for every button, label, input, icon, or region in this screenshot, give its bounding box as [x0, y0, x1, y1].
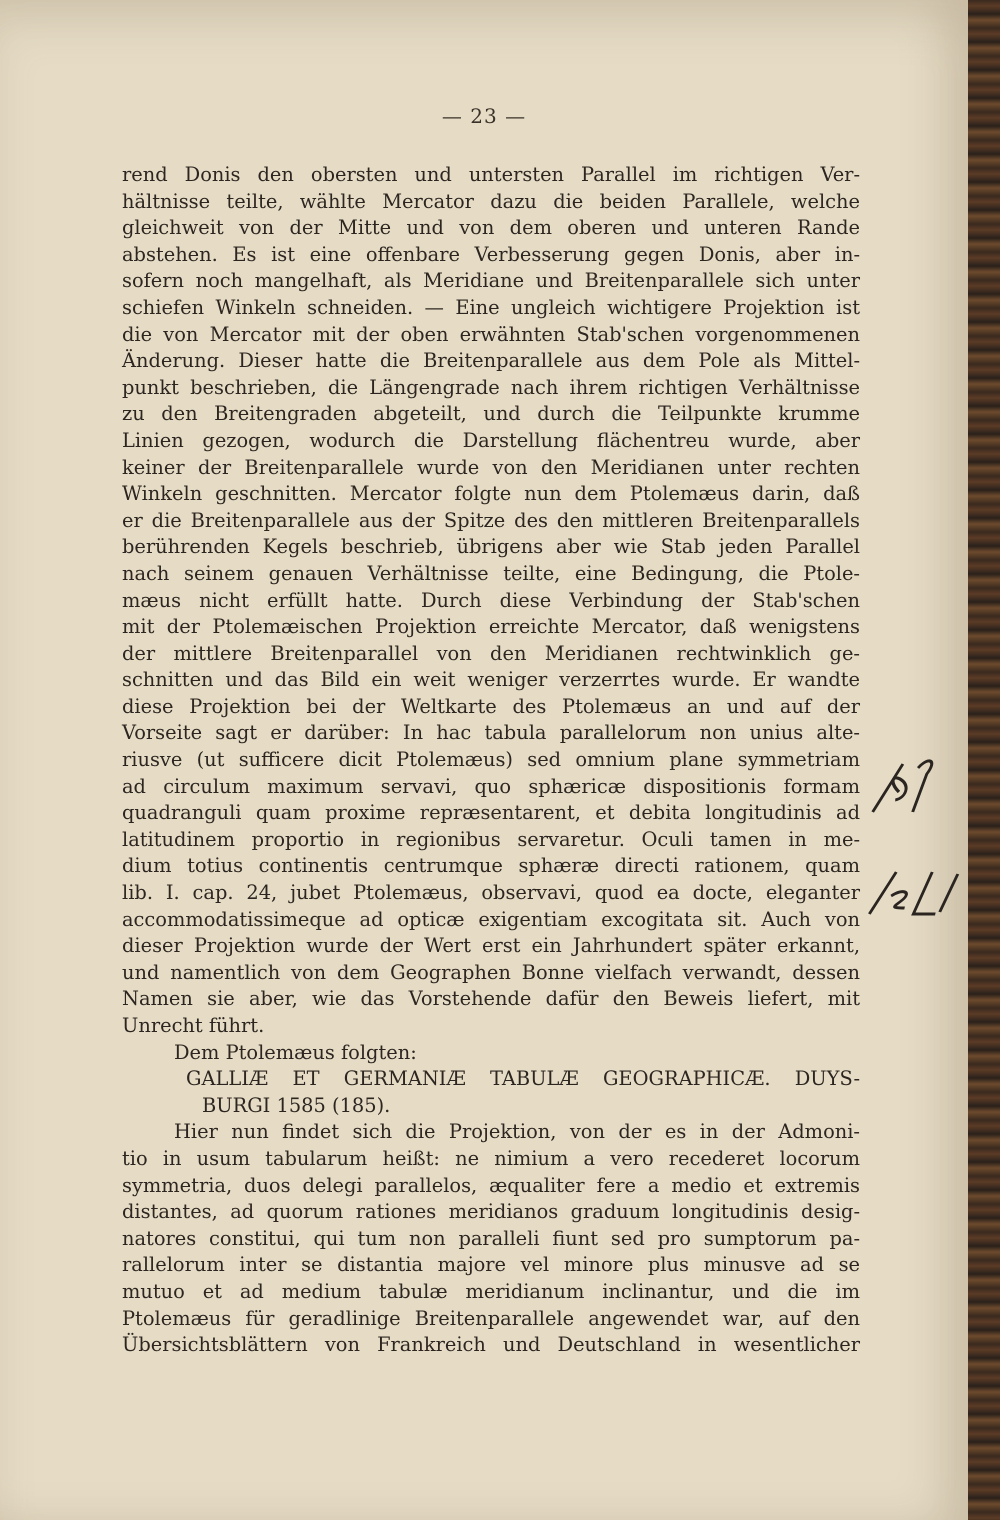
- text-line: schnitten und das Bild ein weit weniger verzerrtes wurde. Er wandte: [122, 668, 860, 692]
- text-line: ad circulum maximum servavi, quo sphæricæ dispositionis formam: [122, 774, 860, 798]
- text-line: Unrecht führt.: [122, 1014, 265, 1037]
- text-line: Vorseite sagt er darüber: In hac tabula parallelorum non unius alte-: [122, 721, 860, 745]
- text-line: lib. I. cap. 24, jubet Ptolemæus, observavi, quod ea docte, eleganter: [122, 881, 860, 905]
- text-line: Linien gezogen, wodurch die Darstellung flächentreu wurde, aber: [122, 428, 860, 452]
- text-line: riusve (ut sufficere dicit Ptolemæus) sed omnium plane symmetriam: [122, 748, 860, 772]
- section-intro: Dem Ptolemæus folgten:: [174, 1040, 417, 1064]
- text-line: hältnisse teilte, wählte Mercator dazu die beiden Parallele, welche: [122, 189, 860, 213]
- text-line: gleichweit von der Mitte und von dem oberen und unteren Rande: [122, 216, 860, 240]
- text-line: quadranguli quam proxime repræsentarent, et debita longitudinis ad: [122, 801, 860, 825]
- text-line: Änderung. Dieser hatte die Breitenparallele aus dem Pole als Mittel-: [122, 349, 860, 373]
- handwritten-mark: [862, 862, 985, 922]
- text-line: Hier nun findet sich die Projektion, von der es in der Admoni-: [174, 1120, 860, 1144]
- text-line: der mittlere Breitenparallel von den Meridianen rechtwinklich ge-: [122, 641, 860, 665]
- text-line: Winkeln geschnitten. Mercator folgte nun dem Ptolemæus darin, daß: [122, 482, 860, 506]
- text-line: accommodatissimeque ad opticæ exigentiam excogitata sit. Auch von: [122, 907, 860, 931]
- text-line: latitudinem proportio in regionibus servaretur. Oculi tamen in me-: [122, 827, 860, 851]
- text-line: keiner der Breitenparallele wurde von den Meridianen unter rechten: [122, 455, 860, 479]
- text-line: Ptolemæus für geradlinige Breitenparallele angewendet war, auf den: [122, 1306, 860, 1330]
- page-number: — 23 —: [441, 104, 527, 128]
- text-line: er die Breitenparallele aus der Spitze des den mittleren Breitenparallels: [122, 508, 860, 532]
- text-line: natores constitui, qui tum non paralleli fiunt sed pro sumptorum pa-: [122, 1226, 860, 1250]
- text-line: dieser Projektion wurde der Wert erst ein Jahrhundert später erkannt,: [122, 934, 860, 958]
- text-line: mutuo et ad medium tabulæ meridianum inclinantur, und die im: [122, 1279, 860, 1303]
- text-line: abstehen. Es ist eine offenbare Verbesserung gegen Donis, aber in-: [122, 242, 860, 266]
- map-title-line: BURGI 1585 (185).: [202, 1093, 391, 1117]
- text-line: diese Projektion bei der Weltkarte des Ptolemæus an und auf der: [122, 694, 860, 718]
- map-title-line: GALLIÆ ET GERMANIÆ TABULÆ GEOGRAPHICÆ. DUYS-: [186, 1067, 860, 1091]
- text-line: rallelorum inter se distantia majore vel minore plus minusve ad se: [122, 1253, 860, 1277]
- text-line: dium totius continentis centrumque sphæræ directi rationem, quam: [122, 854, 860, 878]
- text-line: rend Donis den obersten und untersten Parallel im richtigen Ver-: [122, 163, 860, 186]
- text-line: mit der Ptolemæischen Projektion erreichte Mercator, daß wenigstens: [122, 615, 860, 639]
- text-line: symmetria, duos delegi parallelos, æqualiter fere a medio et extremis: [122, 1173, 860, 1197]
- text-line: zu den Breitengraden abgeteilt, und durch die Teilpunkte krumme: [122, 402, 860, 426]
- text-line: sofern noch mangelhaft, als Meridiane und Breitenparallele sich unter: [122, 269, 860, 293]
- text-line: punkt beschrieben, die Längengrade nach ihrem richtigen Verhältnisse: [122, 375, 860, 399]
- handwritten-mark: [863, 752, 948, 822]
- text-line: berührenden Kegels beschrieb, übrigens aber wie Stab jeden Parallel: [122, 535, 860, 559]
- book-binding-edge: [968, 0, 1000, 1520]
- text-line: Übersichtsblättern von Frankreich und Deutschland in wesentlicher: [122, 1333, 860, 1357]
- text-line: die von Mercator mit der oben erwähnten Stab'schen vorgenommenen: [122, 322, 860, 346]
- text-line: Namen sie aber, wie das Vorstehende dafür den Beweis liefert, mit: [122, 987, 860, 1011]
- text-line: und namentlich von dem Geographen Bonne vielfach verwandt, dessen: [122, 960, 860, 984]
- text-line: nach seinem genauen Verhältnisse teilte, eine Bedingung, die Ptole-: [122, 561, 860, 585]
- text-line: schiefen Winkeln schneiden. — Eine ungleich wichtigere Projektion ist: [122, 295, 860, 319]
- text-line: mæus nicht erfüllt hatte. Durch diese Verbindung der Stab'schen: [122, 588, 860, 612]
- body-text: [122, 162, 860, 1359]
- text-line: distantes, ad quorum rationes meridianos graduum longitudinis desig-: [122, 1200, 860, 1224]
- text-line: tio in usum tabularum heißt: ne nimium a vero recederet locorum: [122, 1146, 860, 1170]
